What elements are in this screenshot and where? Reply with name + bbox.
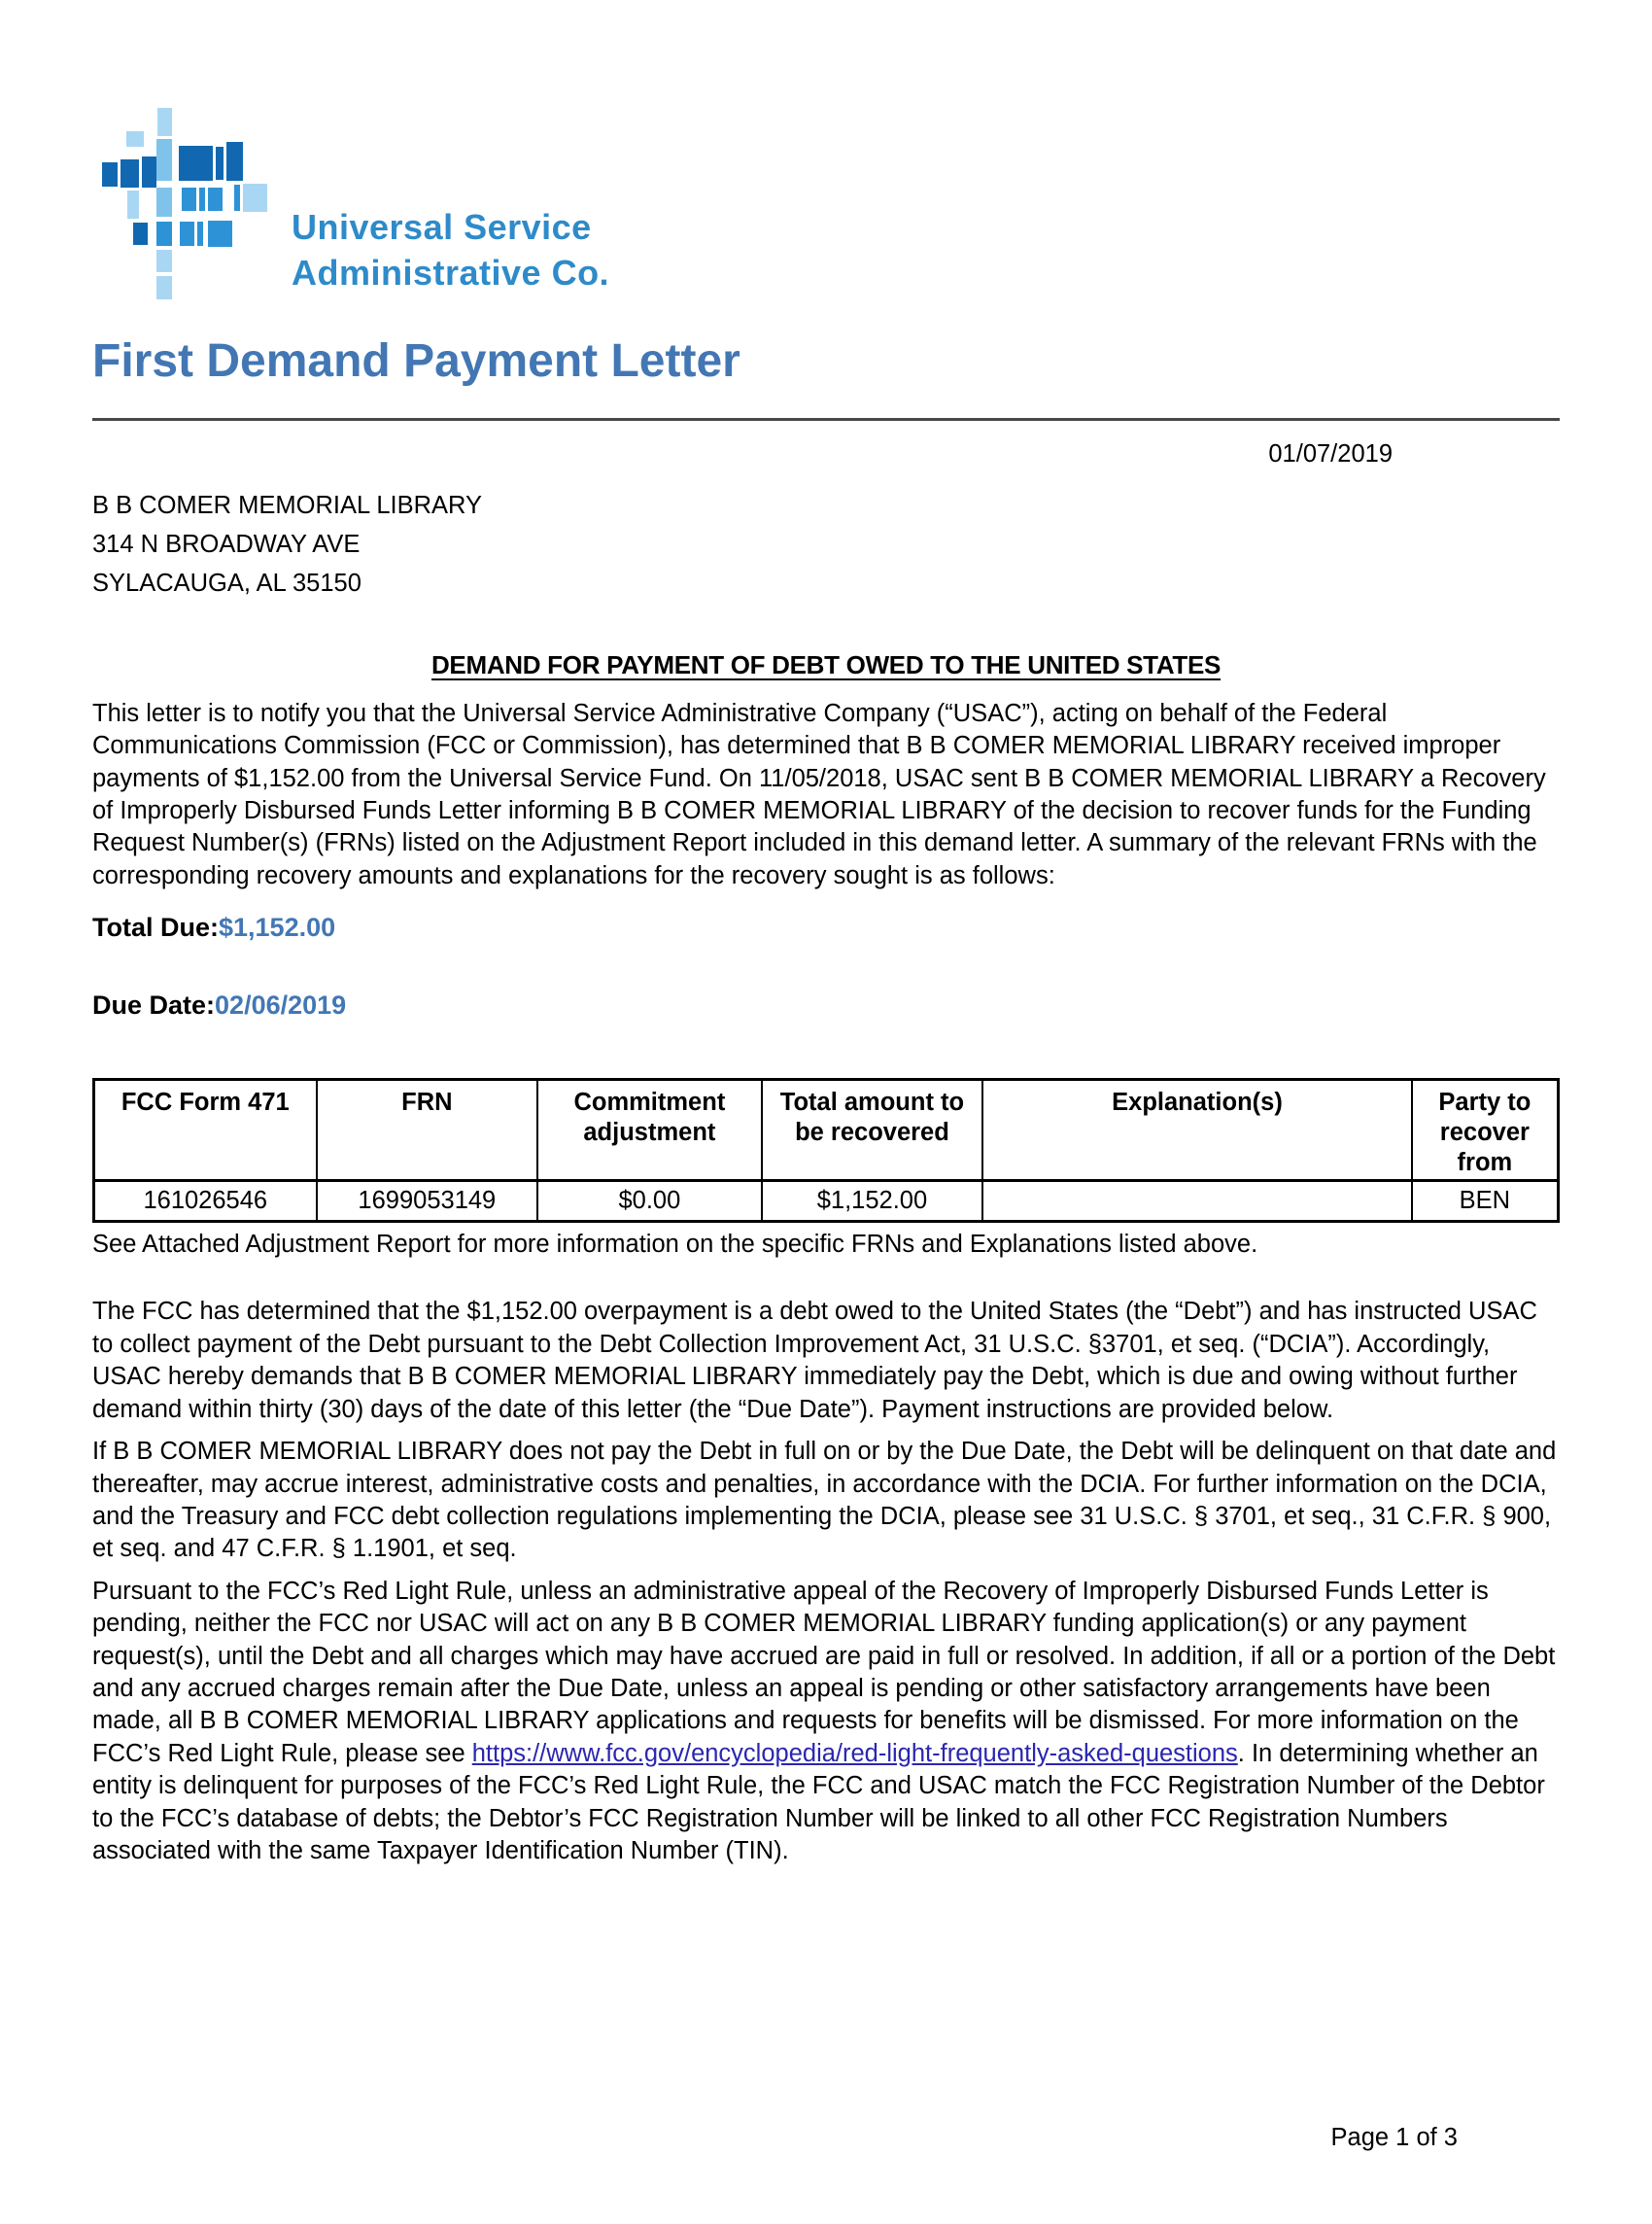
due-date-value: 02/06/2019 <box>215 990 347 1020</box>
letter-date: 01/07/2019 <box>1268 440 1393 468</box>
usac-logo-line2: Administrative Co. <box>292 253 610 293</box>
frn-summary-table <box>92 1078 1560 1223</box>
usac-mosaic-icon <box>92 86 277 307</box>
title-divider <box>92 418 1560 421</box>
recipient-address-line2: SYLACAUGA, AL 35150 <box>92 570 361 598</box>
table-header-total-amount: Total amount to be recovered <box>762 1080 983 1181</box>
table-header-row <box>94 1080 1559 1181</box>
cell-party: BEN <box>1412 1181 1559 1222</box>
cell-fcc-form: 161026546 <box>94 1181 317 1222</box>
table-header-frn: FRN <box>317 1080 538 1181</box>
total-due-line <box>92 912 1560 944</box>
cell-frn: 1699053149 <box>317 1181 538 1222</box>
red-light-link[interactable]: https://www.fcc.gov/encyclopedia/red-light-frequently-asked-questions <box>471 1739 1238 1767</box>
total-due-label: Total Due: <box>92 913 219 943</box>
red-light-text-before: Pursuant to the FCC’s Red Light Rule, unless an administrative appeal of the Recovery of Improperly Disbursed Funds Letter is pending, neither the FCC nor USAC will act on any B B COMER MEMORIAL LIBRARY funding application(s) or any payment request(s), until the Debt and all charges which may have accrued are paid in full or resolved. In addition, if all or a portion of the Debt and any accrued charges remain after the Due Date, unless an appeal is pending or other satisfactory arrangements have been made, all B B COMER MEMORIAL LIBRARY applications and requests for benefits will be dismissed. For more information on the FCC’s Red Light Rule, please see <box>92 1577 1556 1767</box>
red-light-text-after: . In determining whether an entity is delinquent for purposes of the FCC’s Red Light Rule, the FCC and USAC match the FCC Registration Number of the Debtor to the FCC’s database of debts; the Debtor’s FCC Registration Number will be linked to all other FCC Registration Numbers associated with the same Taxpayer Identification Number (TIN). <box>92 1739 1545 1864</box>
paragraph-red-light-rule <box>92 1576 1560 1868</box>
usac-logo-line1: Universal Service <box>292 207 592 247</box>
paragraph-delinquency: If B B COMER MEMORIAL LIBRARY does not pay the Debt in full on or by the Due Date, the Debt will be delinquent on that date and thereafter, may accrue interest, administrative costs and penalties, in accordance with the DCIA. For further information on the DCIA, and the Treasury and FCC debt collection regulations implementing the DCIA, please see 31 U.S.C. § 3701, et seq., 31 C.F.R. § 900, et seq. and 47 C.F.R. § 1.1901, et seq. <box>92 1438 1557 1563</box>
due-date-line <box>92 990 1560 1022</box>
adjustment-report-note: See Attached Adjustment Report for more information on the specific FRNs and Explanations listed above. <box>92 1231 1258 1259</box>
letter-content <box>0 86 1652 1867</box>
recipient-address-line1: 314 N BROADWAY AVE <box>92 531 361 559</box>
document-page <box>0 86 1652 2224</box>
table-header-explanations: Explanation(s) <box>982 1080 1412 1181</box>
paragraph-notification: This letter is to notify you that the Universal Service Administrative Company (“USAC”), acting on behalf of the Federal Communications Commission (FCC or Commission), has determined that B B COMER MEMORIAL LIBRARY received improper payments of $1,152.00 from the Universal Service Fund. On 11/05/2018, USAC sent B B COMER MEMORIAL LIBRARY a Recovery of Improperly Disbursed Funds Letter informing B B COMER MEMORIAL LIBRARY of the decision to recover funds for the Funding Request Number(s) (FRNs) listed on the Adjustment Report included in this demand letter. A summary of the relevant FRNs with the corresponding recovery amounts and explanations for the recovery sought is as follows: <box>92 699 1546 889</box>
total-due-value: $1,152.00 <box>219 913 336 943</box>
table-header-commitment-adjustment: Commitment adjustment <box>537 1080 762 1181</box>
usac-logo-text <box>292 204 609 295</box>
recipient-block <box>92 486 1560 603</box>
demand-heading: DEMAND FOR PAYMENT OF DEBT OWED TO THE UNITED STATES <box>430 650 1222 680</box>
recipient-name: B B COMER MEMORIAL LIBRARY <box>92 492 483 520</box>
page-title: First Demand Payment Letter <box>92 335 740 387</box>
usac-logo <box>92 86 1560 309</box>
cell-total-amount: $1,152.00 <box>762 1181 983 1222</box>
table-row <box>94 1181 1559 1222</box>
table-header-fcc-form: FCC Form 471 <box>94 1080 317 1181</box>
cell-commitment-adjustment: $0.00 <box>537 1181 762 1222</box>
due-date-label: Due Date: <box>92 990 216 1020</box>
table-header-party: Party to recover from <box>1412 1080 1559 1181</box>
paragraph-fcc-determination: The FCC has determined that the $1,152.00 overpayment is a debt owed to the United States (the “Debt”) and has instructed USAC to collect payment of the Debt pursuant to the Debt Collection Improvement Act, 31 U.S.C. §3701, et seq. (“DCIA”). Accordingly, USAC hereby demands that B B COMER MEMORIAL LIBRARY immediately pay the Debt, which is due and owing without further demand within thirty (30) days of the date of this letter (the “Due Date”). Payment instructions are provided below. <box>92 1298 1537 1423</box>
cell-explanations <box>982 1181 1412 1222</box>
page-number: Page 1 of 3 <box>1330 2123 1458 2151</box>
